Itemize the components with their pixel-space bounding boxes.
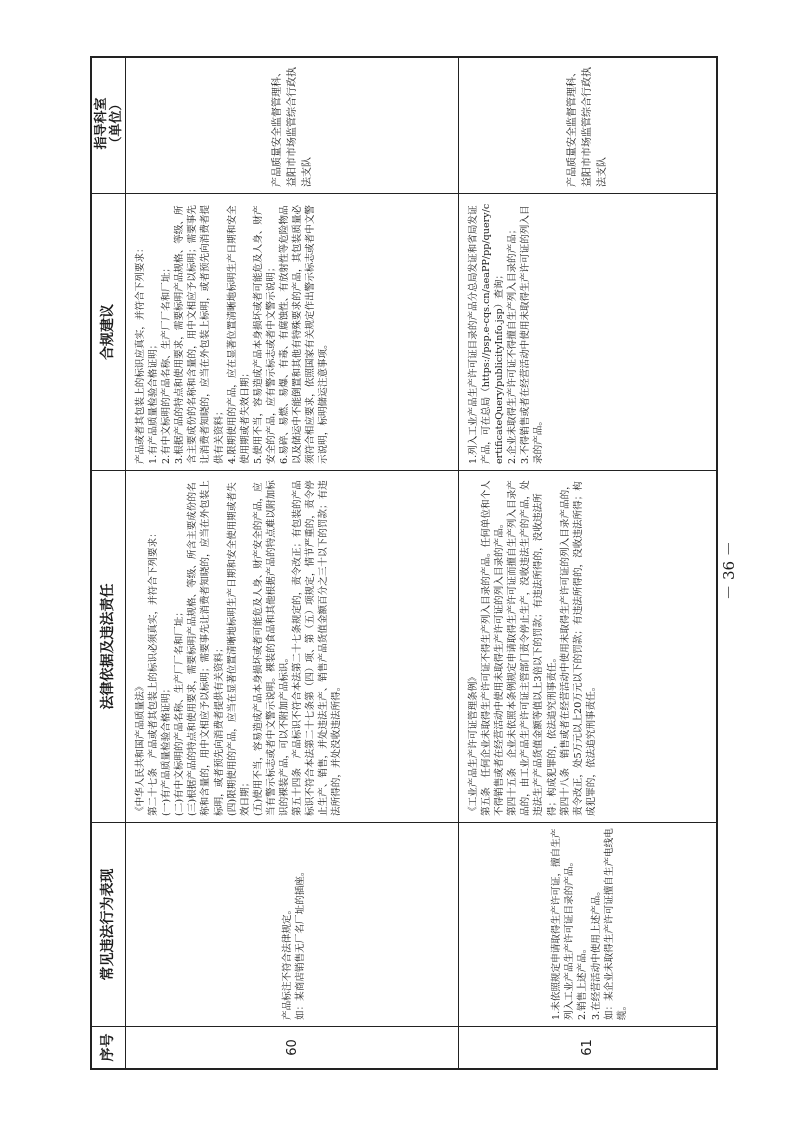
header-law: 法律依据及违法责任 <box>92 470 125 822</box>
law-line: (四)限期使用的产品，应当在显著位置清晰地标明生产日期和安全使用期或者失效日期； <box>226 482 251 816</box>
behavior-line: 1.未依照规定申请取得生产许可证，擅自生产列入工业产品生产许可证目录的产品。 <box>551 828 576 1020</box>
law-line: (三)根据产品的特点和使用要求，需要标明产品规格、等级、所含主要成份的名称和含量的，用中文相应予以标明；需要事先让消费者知晓的，应当在外包装上标明，或者预先向消费者提供有关资料； <box>187 480 225 816</box>
behavior-line: 产品标注不符合法律规定。 <box>281 904 293 1020</box>
law-title: 《中华人民共和国产品质量法》 <box>135 681 146 816</box>
row-number: 61 <box>459 1026 716 1068</box>
law-line: (二)有中文标明的产品名称、生产厂厂名和厂址； <box>174 607 186 816</box>
advice-line: 3.根据产品的特点和使用要求，需要标明产品规格、等级、所含主要成份的名称和含量的，用中文相应予以标明；需要事先让消费者知晓的，应当在外包装上标明，或者预先向消费者提供有关资料； <box>174 204 225 464</box>
advice-cell <box>459 193 716 470</box>
advice-cell <box>126 193 458 470</box>
behavior-line: 如：某商店销售无厂名厂址的插座。 <box>295 866 306 1020</box>
behavior-line: 3.在经营活动中使用上述产品。 <box>590 886 602 1020</box>
advice-line: 2.企业未取得生产许可证不得擅自生产列入目录的产品； <box>507 224 519 464</box>
header-behavior: 常见违法行为表现 <box>92 822 125 1026</box>
advice-line: 6.易碎、易燃、易爆、有毒、有腐蚀性、有放射性等危险物品以及储运中不能倒置和其他有特殊要求的产品，其包装质量必须符合相应要求，依照国家有关规定作出警示标志或者中文警示说明，标明储运注意事项。 <box>279 204 330 464</box>
guide-text: 产品质量安全监督管理科、益阳市市场监管综合行政执法支队 <box>567 67 608 187</box>
behavior-cell <box>126 822 458 1026</box>
advice-line: 1.有产品质量检验合格证明； <box>148 339 160 464</box>
header-advice: 合规建议 <box>92 193 125 470</box>
advice-line: 产品或者其包装上的标识应真实，并符合下列要求： <box>135 243 146 464</box>
advice-line: 2.有中文标明的产品名称、生产厂厂名和厂址； <box>161 262 173 464</box>
law-line: 第五条 任何企业未取得生产许可证不得生产列入目录的产品。任何单位和个人不得销售或者在经营活动中使用未取得生产许可证的列入目录的产品。 <box>481 480 506 816</box>
header-seq: 序号 <box>92 1026 125 1068</box>
advice-line: 1.列入工业产品生产许可证目录的产品分总局发证和省局发证产品，可在总局（https://psp.e-cqs.cn/aeaPP/pp/query/certificateQuery/publicityInfo.jsp）查询； <box>468 203 506 464</box>
table-row-60 <box>126 58 459 1068</box>
law-line: 第四十五条 企业未依照本条例规定申请取得生产许可证而擅自生产列入目录产品的，由工业产品生产许可证主管部门责令停止生产，没收违法生产的产品，处违法生产产品货值金额等值以上3倍以下的罚款；有违法所得的，没收违法所得；构成犯罪的，依法追究刑事责任。 <box>507 480 558 816</box>
table-row-61 <box>459 58 716 1068</box>
table-header-row <box>92 58 126 1068</box>
advice-line: 3.不得销售或者在经营活动中使用未取得生产许可证的列入目录的产品。 <box>520 205 545 464</box>
law-cell <box>126 470 458 822</box>
law-line: 第五十四条 产品标识不符合本法第二十七条规定的，责令改正；有包装的产品标识不符合本法第二十七条第（四）项、第（五）项规定，情节严重的，责令停止生产、销售，并处违法生产、销售产品货值金额百分之三十以下的罚款；有违法所得的，并处没收违法所得。 <box>292 480 343 816</box>
law-line: 第二十七条 产品或者其包装上的标识必须真实，并符合下列要求： <box>148 528 160 816</box>
law-line: (一)有产品质量检验合格证明； <box>161 683 173 816</box>
behavior-cell <box>459 822 716 1026</box>
advice-line: 4.限期使用的产品，应在显著位置清晰地标明生产日期和安全使用期或者失效日期； <box>226 205 251 464</box>
row-number: 60 <box>126 1026 458 1068</box>
law-cell <box>459 470 716 822</box>
advice-line: 5.使用不当，容易造成产品本身损坏或者可能危及人身、财产安全的产品，应有警示标志或者中文警示说明； <box>252 205 277 464</box>
behavior-line: 如：某企业未取得生产许可证擅自生产电线电缆。 <box>603 828 628 1020</box>
guide-cell <box>459 54 716 193</box>
guide-text: 产品质量安全监督管理科、益阳市市场监管综合行政执法支队 <box>271 67 313 187</box>
law-title: 《工业产品生产许可证管理条例》 <box>468 672 479 816</box>
regulation-table <box>90 56 718 1070</box>
behavior-line: 2.销售上述产品。 <box>577 943 589 1020</box>
page-number: － 36 － <box>719 540 738 600</box>
law-line: 第四十八条 销售或者在经营活动中使用未取得生产许可证的列入目录产品的，责令改正，处5万元以上20万元以下的罚款；有违法所得的，没收违法所得；构成犯罪的，依法追究刑事责任。 <box>559 480 597 816</box>
header-guide: 指导科室 （单位） <box>93 97 124 150</box>
law-line: (五)使用不当，容易造成产品本身损坏或者可能危及人身、财产安全的产品，应当有警示标志或者中文警示说明。裸装的食品和其他根据产品的特点难以附加标识的裸装产品，可以不附加产品标识。 <box>252 480 291 816</box>
rotated-page-content <box>90 56 718 1070</box>
guide-cell <box>126 54 458 193</box>
